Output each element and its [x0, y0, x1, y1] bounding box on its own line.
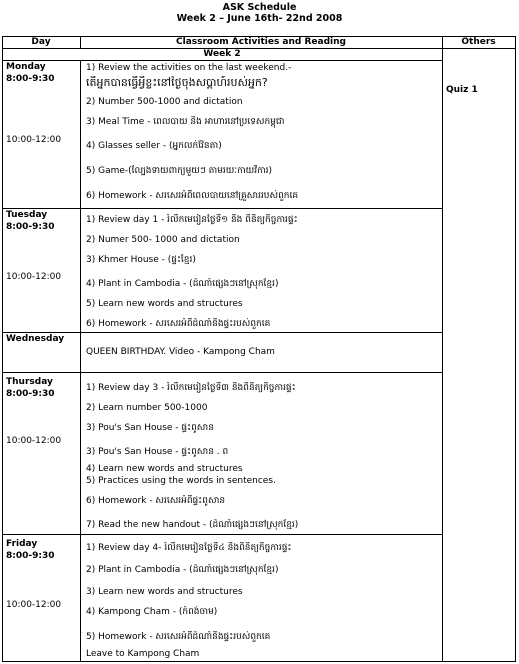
table-border-left — [2, 36, 3, 662]
activity-item: 2) Numer 500- 1000 and dictation — [86, 235, 240, 245]
activity-item: QUEEN BIRTHDAY. Video - Kampong Cham — [86, 347, 275, 357]
page-title: ASK Schedule — [222, 2, 297, 13]
activity-item: 6) Homework - សរសេរអំពីពេលបាយនៅគ្រួសាររបស់ពួកគេ — [86, 191, 299, 201]
day-name-wednesday: Wednesday — [6, 334, 65, 344]
day-time1-monday: 8:00-9:30 — [6, 74, 55, 84]
activity-item: 2) Plant in Cambodia - (ដំណាំផ្សេងៗនៅស្រុកខ្មែរ) — [86, 565, 279, 575]
activity-item: 4) Learn new words and structures — [86, 464, 243, 474]
week-row-line — [2, 60, 442, 61]
activity-item: 6) Homework - សរសេរអំពីផ្ទះពូសាន — [86, 496, 226, 506]
day-time1-thursday: 8:00-9:30 — [6, 389, 55, 399]
header-activities: Classroom Activities and Reading — [176, 37, 346, 47]
activity-item: 7) Read the new handout - (ដំណាំផ្សេងៗនៅស្រុកខ្មែរ) — [86, 520, 299, 530]
activity-item: 1) Review day 3 - រំលឹកមេរៀនថ្ងៃទី៣ និងពិនិត្យកិច្ចការផ្ទះ — [86, 383, 296, 393]
page-subtitle: Week 2 – June 16th- 22nd 2008 — [176, 13, 343, 24]
day-time1-tuesday: 8:00-9:30 — [6, 222, 55, 232]
header-others: Others — [461, 37, 496, 47]
day-time1-friday: 8:00-9:30 — [6, 551, 55, 561]
week-label: Week 2 — [203, 49, 241, 59]
day-name-friday: Friday — [6, 539, 38, 549]
quiz-label: Quiz 1 — [446, 85, 478, 95]
day-time2-monday: 10:00-12:00 — [6, 135, 62, 145]
table-border-right — [515, 36, 516, 662]
activity-item: 5) Learn new words and structures — [86, 299, 243, 309]
day-time2-tuesday: 10:00-12:00 — [6, 272, 62, 282]
header-day: Day — [31, 37, 51, 47]
activity-item: 1) Review day 1 - រំលឹកមេរៀនថ្ងៃទី១ និង ពិនិត្យកិច្ចការផ្ទះ — [86, 215, 298, 225]
activity-item: 3) Khmer House - (ផ្ទះខ្មែរ) — [86, 255, 196, 265]
row-line-thursday — [2, 534, 442, 535]
row-line-monday — [2, 208, 442, 209]
activity-item: 2) Number 500-1000 and dictation — [86, 97, 243, 107]
row-line-wednesday — [2, 372, 442, 373]
activity-item: 3) Pou's San House - ផ្ទះពូសាន . ព — [86, 447, 229, 457]
activity-item: 5) Homework - សរសេរអំពីដំណាំនិងផ្ទះរបស់ពួកគេ — [86, 632, 271, 642]
activity-item: 4) Glasses seller - (អ្នកលក់វ៉ែនតា) — [86, 141, 222, 151]
day-name-tuesday: Tuesday — [6, 210, 48, 220]
activity-item: 4) Plant in Cambodia - (ដំណាំផ្សេងៗនៅស្រុកខ្មែរ) — [86, 279, 279, 289]
activity-item: 1) Review day 4- រំលឹកមេរៀនថ្ងៃទី៤ និងពិនិត្យកិច្ចការផ្ទះ — [86, 543, 292, 553]
activity-item: 2) Learn number 500-1000 — [86, 403, 208, 413]
schedule-table — [2, 36, 516, 662]
day-name-thursday: Thursday — [6, 377, 53, 387]
day-time2-thursday: 10:00-12:00 — [6, 436, 62, 446]
activity-item: 6) Homework - សរសេរអំពីដំណាំនិងផ្ទះរបស់ពួកគេ — [86, 319, 271, 329]
day-time2-friday: 10:00-12:00 — [6, 600, 62, 610]
activity-item: 3) Learn new words and structures — [86, 587, 243, 597]
activity-item: 4) Kampong Cham - (កំពង់ចាម) — [86, 607, 218, 617]
col-sep-day — [80, 60, 81, 662]
activity-item: 3) Pou's San House - ផ្ទះពូសាន — [86, 423, 214, 433]
activity-item: Leave to Kampong Cham — [86, 649, 200, 659]
activity-item: 5) Game-(ល្បែងទាយពាក្យមួយៗ តាមរយៈកាយវិការ) — [86, 166, 273, 176]
row-line-tuesday — [2, 332, 442, 333]
activity-item: 1) Review the activities on the last weekend.- — [86, 63, 292, 73]
activity-item: 3) Meal Time - ពេលបាយ និង អាហារនៅប្រទេសកម្ពុជា — [86, 117, 285, 127]
day-name-monday: Monday — [6, 62, 46, 72]
activity-item: 5) Practices using the words in sentences. — [86, 476, 276, 486]
activity-item: តើអ្នកបានធ្វើអ្វីខ្លះនៅថ្ងៃចុងសប្តាហ៍របស់អ្នក? — [86, 76, 268, 89]
